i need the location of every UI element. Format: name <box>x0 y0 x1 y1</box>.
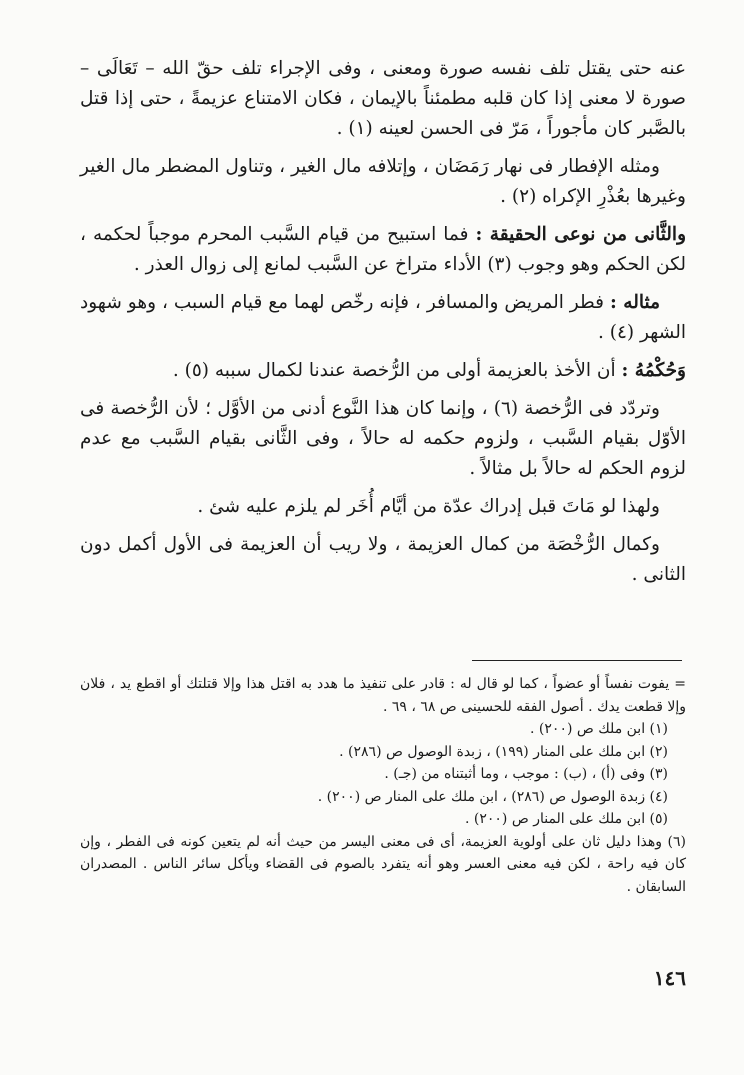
footnotes <box>80 673 686 898</box>
paragraph-4-lead: مثاله : <box>609 292 660 313</box>
main-text <box>80 54 686 598</box>
paragraph-3-text: فما استبيح من قيام السَّبب المحرم موجباً لحكمه ، لكن الحكم وهو وجوب (٣) الأداء متراخ عن السَّبب لمانع إلى زوال العذر . <box>80 224 686 275</box>
footnote-continuation: = يفوت نفساً أو عضواً ، كما لو قال له : قادر على تنفيذ ما هدد به اقتل هذا وإلا قتلتك أو اقطع يد ، فلان وإلا قطعت يدك . أصول الفقه للحسينى ص ٦٨ ، ٦٩ . <box>80 676 686 715</box>
footnote-1: (١) ابن ملك ص (٢٠٠) . <box>530 721 668 737</box>
paragraph-2: ومثله الإفطار فى نهار رَمَضَان ، وإتلافه مال الغير ، وتناول المضطر مال الغير وغيرها بعُذْرِ الإكراه (٢) . <box>80 156 686 207</box>
page-number: ١٤٦ <box>653 966 686 990</box>
footnote-6: (٦) وهذا دليل ثان على أولوية العزيمة، أى فى معنى اليسر من حيث أنه لم يتعين كونه فى الفطر ، وإن كان فيه راحة ، لكن فيه معنى العسر وهو أنه يتفرد بالصوم فى القضاء ويأكل سائر الناس . المصدران السابقان . <box>80 833 686 895</box>
footnote-2: (٢) ابن ملك على المنار (١٩٩) ، زبدة الوصول ص (٢٨٦) . <box>339 743 668 760</box>
footnote-3: (٣) وفى (أ) ، (ب) : موجب ، وما أثبتناه من (جـ) . <box>384 766 668 782</box>
paragraph-6: وتردّد فى الرُّخصة (٦) ، وإنما كان هذا النَّوع أدنى من الأوَّل ؛ لأن الرُّخصة فى الأوّل بقيام السَّبب ، ولزوم حكمه له حالاً ، وفى الثَّانى بقيام السَّبب مع عدم لزوم الحكم له حالاً بل مثالاً . <box>80 398 686 479</box>
paragraph-8: وكمال الرُّخْصَة من كمال العزيمة ، ولا ريب أن العزيمة فى الأول أكمل دون الثانى . <box>80 534 686 585</box>
footnote-5: (٥) ابن ملك على المنار ص (٢٠٠) . <box>464 811 668 827</box>
paragraph-3-lead: والثَّانى من نوعى الحقيقة : <box>475 224 687 245</box>
paragraph-4-text: فطر المريض والمسافر ، فإنه رخّص لهما مع قيام السبب ، وهو شهود الشهر (٤) . <box>80 292 686 343</box>
paragraph-4 <box>80 288 686 348</box>
paragraph-5 <box>80 356 686 386</box>
paragraph-5-text: أن الأخذ بالعزيمة أولى من الرُّخصة عندنا لكمال سببه (٥) . <box>172 360 622 381</box>
paragraph-3 <box>80 220 686 280</box>
paragraph-5-lead: وَحُكْمُهُ : <box>621 360 686 381</box>
paragraph-7: ولهذا لو مَاتَ قبل إدراك عدّة من أيَّام أُخَر لم يلزم عليه شئ . <box>197 496 660 517</box>
footnote-4: (٤) زبدة الوصول ص (٢٨٦) ، ابن ملك على المنار ص (٢٠٠) . <box>317 788 668 805</box>
paragraph-1: عنه حتى يقتل تلف نفسه صورة ومعنى ، وفى الإجراء تلف حقّ الله – تَعَالَى – صورة لا معنى إذا كان قلبه مطمئناً بالإيمان ، فكان الامتناع عزيمةً ، حتى إذا قتل بالصَّبر كان مأجوراً ، مَرّ فى الحسن لعينه (١) . <box>80 58 686 139</box>
footnote-divider <box>472 660 682 661</box>
